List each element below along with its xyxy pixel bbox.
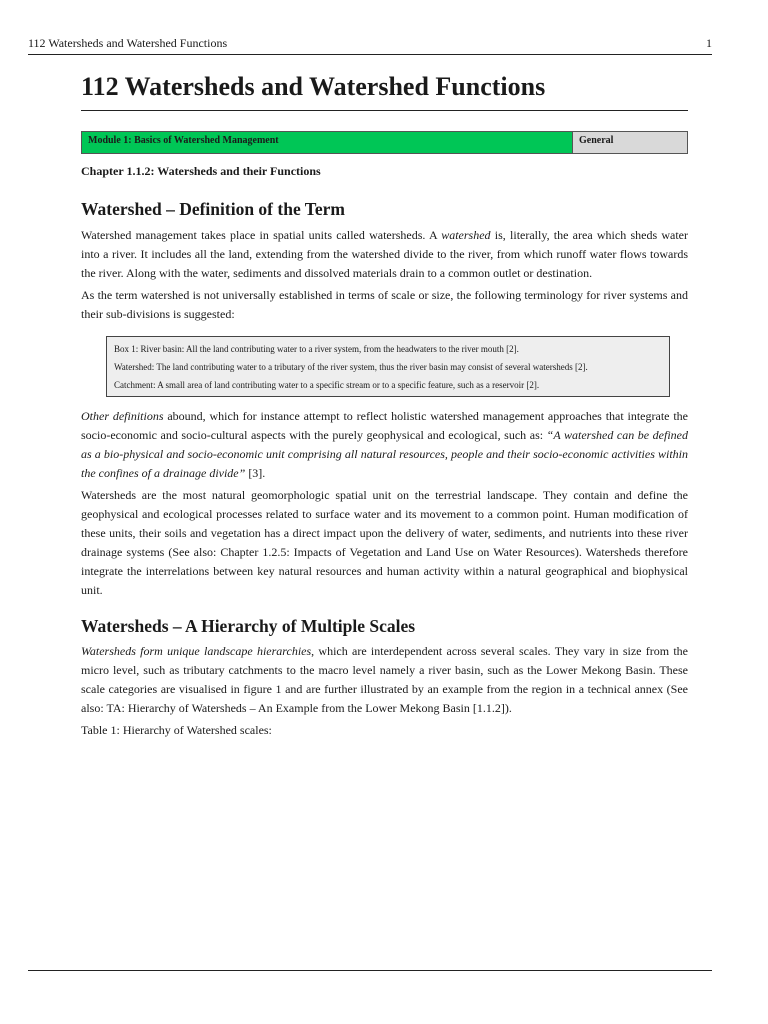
definition-quote: “A watershed can be defined as a bio-physical and socio-economic unit comprising all natural resources, people and their socio-economic activities within the confines of a drainage divide” <box>81 428 688 480</box>
page-number: 1 <box>706 36 712 50</box>
box-line-catchment: Catchment: A small area of land contributing water to a specific stream or to a specific feature, such as a reservoir [2]. <box>114 380 540 390</box>
box-line-watershed: Watershed: The land contributing water to a tributary of the river system, thus the river basin may consist of several watersheds [2]. <box>114 362 588 372</box>
footer-rule <box>28 970 712 971</box>
module-bar <box>81 131 688 154</box>
paragraph-geomorphologic-unit: Watersheds are the most natural geomorphologic spatial unit on the terrestrial landscape. They contain and define the geophysical and ecological processes related to surface water and its movement to a common point. Human modification of these units, their soils and vegetation has a direct impact upon the delivery of water, sediments, and nutrients into these river drainage systems (See also: Chapter 1.2.5: Impacts of Vegetation and Land Use on Water Resources). Watersheds therefore integrate the interrelations between key natural resources and human activity within a natural geographical and biophysical unit. <box>81 488 688 597</box>
running-title: 112 Watersheds and Watershed Functions <box>28 36 228 50</box>
definition-box <box>106 336 670 397</box>
box-line-river-basin: Box 1: River basin: All the land contributing water to a river system, from the headwaters to the river mouth [2]. <box>114 344 519 354</box>
module-label: Module 1: Basics of Watershed Management <box>82 132 573 153</box>
chapter-heading: Chapter 1.1.2: Watersheds and their Functions <box>81 164 321 178</box>
paragraph-other-definitions: Other definitions abound, which for instance attempt to reflect holistic watershed management approaches that integrate the socio-economic and socio-cultural aspects with the purely geophysical and ecological, such as: “A watershed can be defined as a bio-physical and socio-economic unit comprising all natural resources, people and their socio-economic activities within the confines of a drainage divide” [3]. <box>81 409 688 480</box>
term-watershed: watershed <box>441 228 491 242</box>
running-header <box>28 36 712 55</box>
section-heading-definition: Watershed – Definition of the Term <box>81 199 345 219</box>
paragraph-terminology: As the term watershed is not universally established in terms of scale or size, the following terminology for river systems and their sub-divisions is suggested: <box>81 288 688 321</box>
paragraph-hierarchy: Watersheds form unique landscape hierarchies, which are interdependent across several scales. They vary in size from the micro level, such as tributary catchments to the macro level namely a river basin, such as the Lower Mekong Basin. These scale categories are visualised in figure 1 and are further illustrated by an example from the region in a technical annex (See also: TA: Hierarchy of Watersheds – An Example from the Lower Mekong Basin [1.1.2]). <box>81 644 688 715</box>
table-caption: Table 1: Hierarchy of Watershed scales: <box>81 723 272 737</box>
paragraph-definition: Watershed management takes place in spatial units called watersheds. A watershed is, literally, the area which sheds water into a river. It includes all the land, extending from the watershed divide to the river, from which runoff water flows towards the river. Along with the water, sediments and dissolved materials drain to a common outlet or destination. <box>81 228 688 280</box>
document-title: 112 Watersheds and Watershed Functions <box>81 72 688 111</box>
module-category: General <box>573 132 687 153</box>
page-body <box>81 72 688 740</box>
section-heading-hierarchy: Watersheds – A Hierarchy of Multiple Scales <box>81 616 416 636</box>
